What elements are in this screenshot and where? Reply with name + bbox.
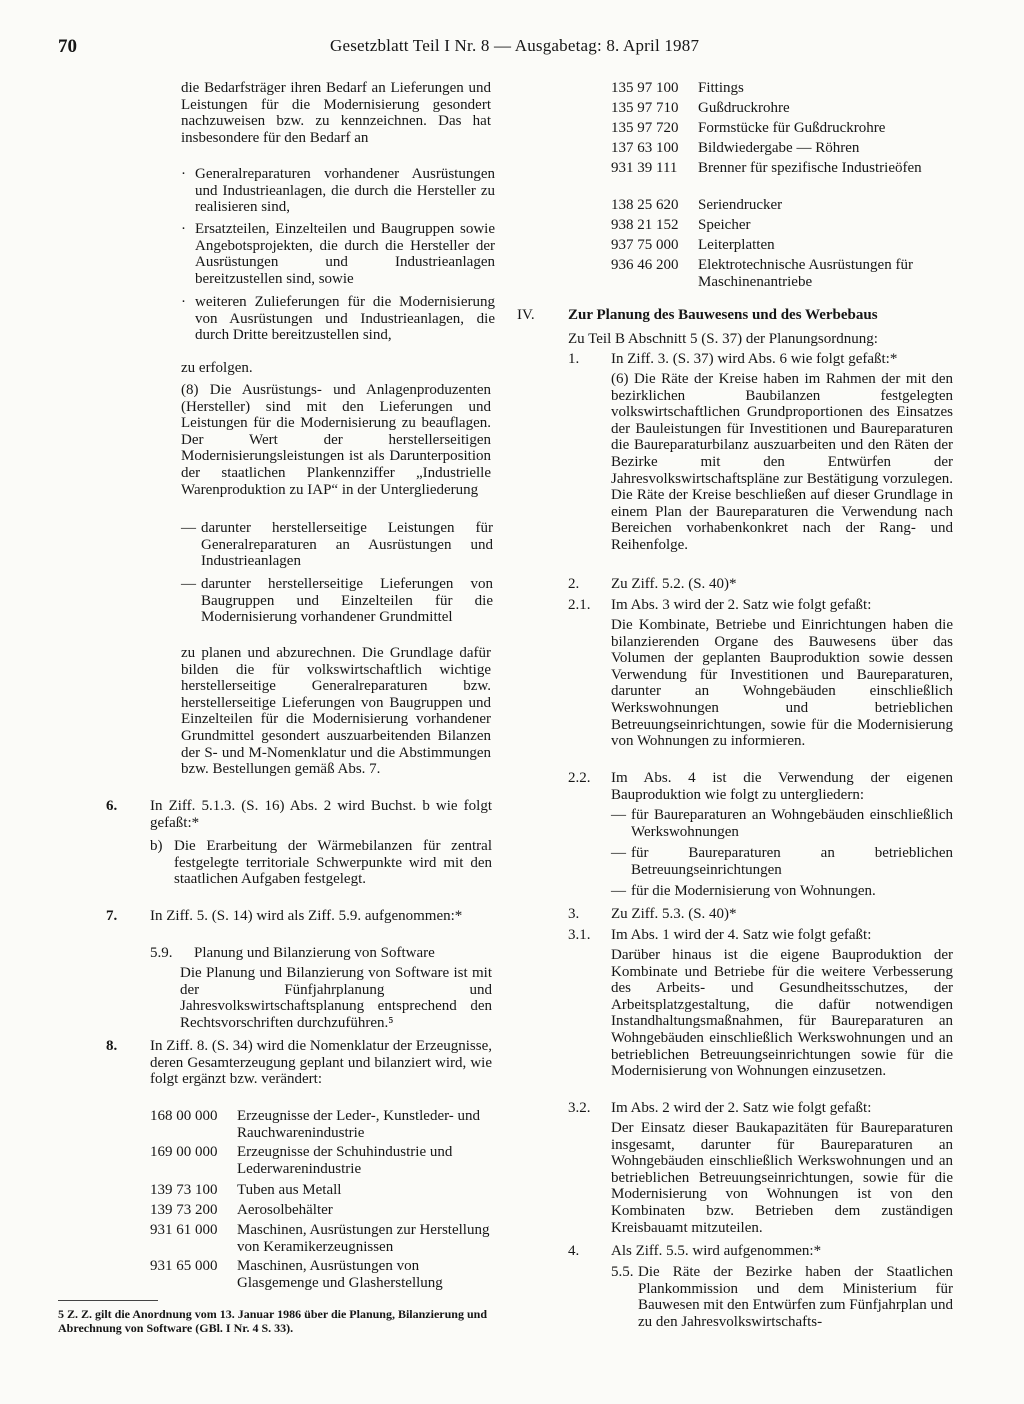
item-4-lead: Als Ziff. 5.5. wird aufgenommen:*: [611, 1243, 822, 1259]
table-row: 168 00 000 Erzeugnisse der Leder-, Kunstleder- und Rauchwarenindustrie: [150, 1108, 481, 1141]
section-iv-title: Zur Planung des Bauwesens und des Werbebaus: [568, 307, 878, 323]
zu-erfolgen: zu erfolgen.: [181, 360, 253, 376]
item-8-number: 8.: [106, 1038, 118, 1054]
item-3-2-lead: Im Abs. 2 wird der 2. Satz wie folgt gefaßt:: [611, 1100, 872, 1116]
list-item: darunter herstellerseitige Lieferungen von Baugruppen und Einzelteilen für die Modernisierung vorhandener Grundmittel: [201, 576, 493, 626]
item-1-lead: In Ziff. 3. (S. 37) wird Abs. 6 wie folgt gefaßt:*: [611, 351, 898, 367]
item-1-number: 1.: [568, 351, 580, 367]
page-number: 70: [58, 36, 77, 57]
section-iv-number: IV.: [517, 307, 535, 323]
list-item: für Baureparaturen an Wohngebäuden einschließlich Werkswohnungen: [631, 807, 953, 840]
table-row: 139 73 200 Aerosolbehälter: [150, 1202, 333, 1218]
item-6-lead: In Ziff. 5.1.3. (S. 16) Abs. 2 wird Buchst. b wie folgt gefaßt:*: [150, 798, 492, 831]
table-row: 931 39 111 Brenner für spezifische Industrieöfen: [611, 160, 922, 176]
paragraph-8-continued: zu planen und abzurechnen. Die Grundlage dafür bilden die für volkswirtschaftlich wichtige herstellerseitige Generalreparaturen bzw. herstellerseitige Lieferungen von Baugruppen und Einzelteilen für die Modernisierung vorhandener Grundmittel gesondert auszuarbeitenden Bilanzen der S- und M-Nomenklatur und die Abstimmungen bzw. Bestellungen gemäß Abs. 7.: [181, 645, 491, 778]
item-5-5-text: Die Räte der Bezirke haben der Staatlichen Plankommission und dem Ministerium für Bauwesen mit den Entwürfen zum Fünfjahrplan und zu den Jahresvolkswirtschafts-: [638, 1264, 953, 1330]
nomenclature-table-right: [611, 80, 961, 290]
item-2-1-number: 2.1.: [568, 597, 591, 613]
left-intro: die Bedarfsträger ihren Bedarf an Lieferungen und Leistungen für die Modernisierung gesondert nachzuweisen bzw. zu kennzeichnen. Das hat insbesondere für den Bedarf an: [181, 80, 491, 146]
table-row: 135 97 720 Formstücke für Gußdruckrohre: [611, 120, 886, 136]
item-1-text: (6) Die Räte der Kreise haben im Rahmen der mit den bezirklichen Baubilanzen festgelegten volkswirtschaftlichen Grundproportionen des Einsatzes der Bauleistungen für Investitionen und Baureparaturen die Baureparaturbilanz auszuarbeiten und den Räten der Bezirke mit den Entwürfen der Jahresvolkswirtschaftspläne zur Bestätigung vorzulegen. Die Räte der Kreise beschließen auf dieser Grundlage in einem Plan der Baureparaturen die Verwendung nach Bereichen vorhabenkonkret nach der Rang- und Reihenfolge.: [611, 371, 953, 553]
footnote-divider: [58, 1300, 158, 1301]
list-item: für Baureparaturen an betrieblichen Betreuungseinrichtungen: [631, 845, 953, 878]
page-header: Gesetzblatt Teil I Nr. 8 — Ausgabetag: 8. April 1987: [330, 36, 700, 55]
table-row: 139 73 100 Tuben aus Metall: [150, 1182, 342, 1198]
item-3-2-number: 3.2.: [568, 1100, 591, 1116]
item-2-lead: Zu Ziff. 5.2. (S. 40)*: [611, 576, 737, 592]
item-2-2-number: 2.2.: [568, 770, 591, 786]
item-8-lead: In Ziff. 8. (S. 34) wird die Nomenklatur der Erzeugnisse, deren Gesamterzeugung geplant und bilanziert wird, wie folgt ergänzt bzw. verändert:: [150, 1038, 492, 1088]
item-7-sub-text: Die Planung und Bilanzierung von Software ist mit der Fünfjahrplanung und Jahresvolkswirtschaftsplanung entsprechend den Rechtsvorschriften durchzuführen.⁵: [180, 965, 492, 1031]
item-6-number: 6.: [106, 798, 118, 814]
item-3-1-number: 3.1.: [568, 927, 591, 943]
item-6-sub-label: b): [150, 838, 163, 854]
item-5-5-number: 5.5.: [611, 1264, 634, 1280]
footnote: 5 Z. Z. gilt die Anordnung vom 13. Januar 1986 über die Planung, Bilanzierung und Abrechnung von Software (GBl. I Nr. 4 S. 33).: [58, 1307, 487, 1335]
item-6-sub-text: Die Erarbeitung der Wärmebilanzen für zentral festgelegte territoriale Schwerpunkte wird mit den staatlichen Aufgaben festgelegt.: [174, 838, 492, 888]
item-7-sub-title: Planung und Bilanzierung von Software: [194, 945, 435, 961]
table-row: 936 46 200 Elektrotechnische Ausrüstungen für Maschinenantriebe: [611, 257, 913, 290]
item-2-2-lead: Im Abs. 4 ist die Verwendung der eigenen Bauproduktion wie folgt zu untergliedern:: [611, 770, 953, 803]
table-row: 931 65 000 Maschinen, Ausrüstungen von Glasgemenge und Glasherstellung: [150, 1258, 443, 1291]
table-row: 938 21 152 Speicher: [611, 217, 751, 233]
table-row: 138 25 620 Seriendrucker: [611, 197, 783, 213]
item-3-2-text: Der Einsatz dieser Baukapazitäten für Baureparaturen insgesamt, darunter für Baureparaturen an Wohngebäuden einschließlich Werkswohnungen und an betrieblichen Betreuungseinrichtungen, sowie für die Modernisierung von Wohnungen ist von den Kombinaten bzw. Betrieben dem zuständigen Kreisbauamt mitzuteilen.: [611, 1120, 953, 1236]
list-item: weiteren Zulieferungen für die Modernisierung von Ausrüstungen und Industrieanlagen, die durch Dritte bereitzustellen sind,: [195, 294, 495, 344]
list-item: für die Modernisierung von Wohnungen.: [631, 883, 876, 899]
item-3-number: 3.: [568, 906, 580, 922]
item-2-1-text: Die Kombinate, Betriebe und Einrichtungen haben die bilanzierenden Organe des Bauwesens über das Volumen der geplanten Bauproduktion sowie dessen Verwendung für Investitionen und Baureparaturen, darunter an Wohngebäuden einschließlich Werkswohnungen und betrieblichen Betreuungseinrichtungen, sowie für die Modernisierung von Wohnungen zu informieren.: [611, 617, 953, 750]
paragraph-8: (8) Die Ausrüstungs- und Anlagenproduzenten (Hersteller) sind mit den Lieferungen und Leistungen für die Modernisierung zu beauflagen. Der Wert der herstellerseitigen Modernisierungsleistungen ist als Darunterposition der staatlichen Plankennziffer „Industrielle Warenproduktion zu IAP“ in der Untergliederung: [181, 382, 491, 498]
table-row: 931 61 000 Maschinen, Ausrüstungen zur Herstellung von Keramikerzeugnissen: [150, 1222, 490, 1255]
list-item: Generalreparaturen vorhandener Ausrüstungen und Industrieanlagen, die durch die Hersteller zu realisieren sind,: [195, 166, 495, 216]
item-2-1-lead: Im Abs. 3 wird der 2. Satz wie folgt gefaßt:: [611, 597, 872, 613]
item-2-number: 2.: [568, 576, 580, 592]
item-3-lead: Zu Ziff. 5.3. (S. 40)*: [611, 906, 737, 922]
item-3-1-text: Darüber hinaus ist die eigene Bauproduktion der Kombinate und Betriebe für die weitere Verbesserung des Arbeits- und Gesundheitsschutzes, der Arbeitsplatzgestaltung, die dafür notwendigen Instandhaltungsmaßnahmen, für Baureparaturen an Wohngebäuden einschließlich Werkswohnungen und an betrieblichen Betreuungseinrichtungen sowie für die Modernisierung von Wohnungen einzusetzen.: [611, 947, 953, 1080]
nomenclature-table-left: [150, 1108, 495, 1298]
item-3-1-lead: Im Abs. 1 wird der 4. Satz wie folgt gefaßt:: [611, 927, 872, 943]
table-row: 135 97 710 Gußdruckrohre: [611, 100, 790, 116]
table-row: 137 63 100 Bildwiedergabe — Röhren: [611, 140, 860, 156]
item-7-sub-label: 5.9.: [150, 945, 173, 961]
list-item: Ersatzteilen, Einzelteilen und Baugruppen sowie Angebotsprojekten, die durch die Hersteller der Ausrüstungen und Industrieanlagen bereitzustellen sind, sowie: [195, 221, 495, 287]
item-7-number: 7.: [106, 908, 118, 924]
item-7-lead: In Ziff. 5. (S. 14) wird als Ziff. 5.9. aufgenommen:*: [150, 908, 463, 924]
section-iv-intro: Zu Teil B Abschnitt 5 (S. 37) der Planungsordnung:: [568, 331, 878, 347]
list-item: darunter herstellerseitige Leistungen für Generalreparaturen an Ausrüstungen und Industrieanlagen: [201, 520, 493, 570]
table-row: 169 00 000 Erzeugnisse der Schuhindustrie und Lederwarenindustrie: [150, 1144, 453, 1177]
item-4-number: 4.: [568, 1243, 580, 1259]
table-row: 937 75 000 Leiterplatten: [611, 237, 775, 253]
table-row: 135 97 100 Fittings: [611, 80, 744, 96]
